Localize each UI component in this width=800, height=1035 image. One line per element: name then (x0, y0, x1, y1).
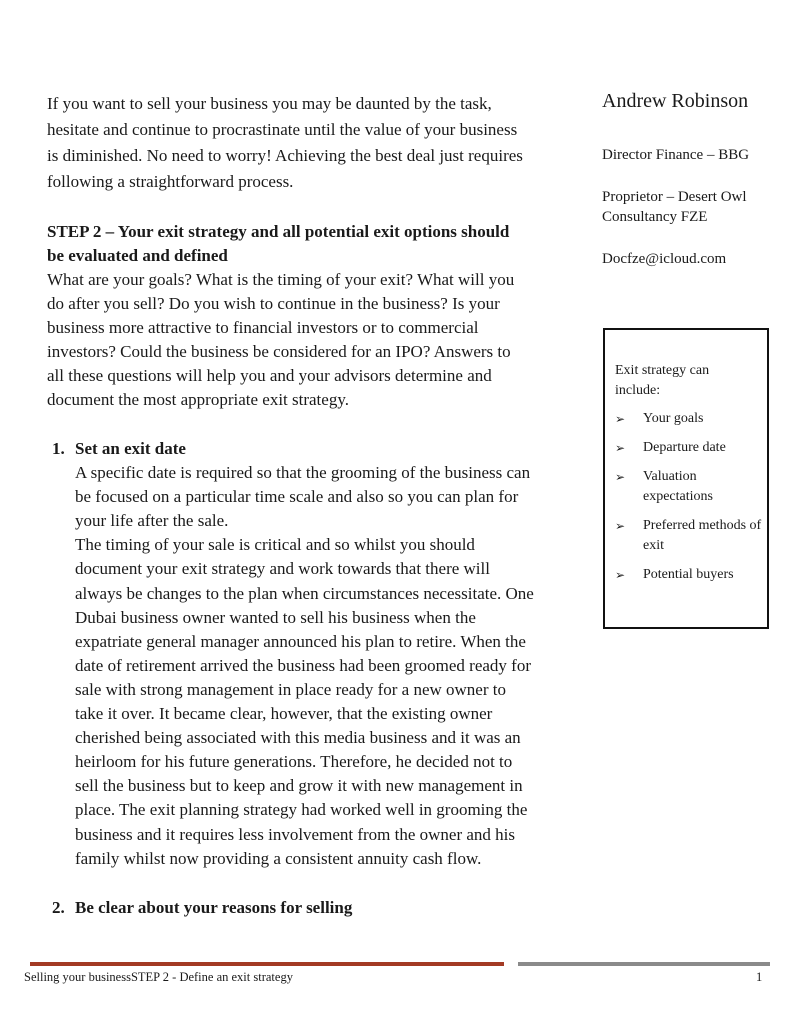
box-list-item-label: Your goals (643, 411, 704, 426)
box-list-item-label: Potential buyers (643, 567, 734, 582)
arrowhead-bullet-icon: ➢ (615, 568, 626, 582)
text-line: Proprietor – Desert Owl (602, 189, 747, 205)
text-line: Dubai business owner wanted to sell his business when the (75, 607, 476, 627)
box-list-item-label: Valuation expectations (643, 469, 713, 504)
text-line: place. The exit planning strategy had worked well in grooming the (75, 800, 528, 820)
text-line: family whilst now providing a consistent annuity cash flow. (75, 848, 482, 868)
author-email[interactable]: Docfze@icloud.com (602, 251, 727, 267)
text-line: A specific date is required so that the grooming of the business can (75, 463, 531, 483)
text-line: Exit strategy can (615, 363, 710, 378)
text-line: cherished being associated with this media business and it was an (75, 728, 521, 748)
author-role: Director Finance – BBG (602, 147, 750, 163)
text-line: sale with strong management in place ready for a new owner to (75, 679, 506, 699)
text-line: be focused on a particular time scale and also so you can plan for (75, 487, 519, 507)
author-proprietor (602, 187, 747, 227)
list-item-reasons (52, 896, 352, 920)
text-line: business and it requires less involvement from the owner and his (75, 824, 516, 844)
intro-paragraph (47, 91, 523, 195)
footer-divider-accent (30, 962, 504, 966)
step-section (47, 220, 514, 412)
box-list-item (615, 565, 767, 585)
text-line: include: (615, 383, 661, 398)
list-number: 1. (52, 439, 65, 458)
step-heading (47, 220, 514, 268)
box-list (615, 409, 767, 594)
text-line: date of retirement arrived the business had been groomed ready for (75, 655, 531, 675)
step-body (47, 268, 514, 412)
text-line: following a straightforward process. (47, 172, 294, 191)
text-line: is diminished. No need to worry! Achieving the best deal just requires (47, 146, 523, 165)
list-item-heading: Set an exit date (75, 439, 186, 458)
text-line: business more attractive to financial investors or to commercial (47, 318, 479, 337)
box-list-item (615, 438, 767, 458)
text-line: sell the business but to keep and grow it with new management in (75, 776, 523, 796)
text-line: always be changes to the plan when circumstances necessitate. One (75, 583, 534, 603)
list-item-heading: Be clear about your reasons for selling (75, 898, 353, 917)
arrowhead-bullet-icon: ➢ (615, 441, 626, 455)
page-number: 1 (756, 970, 763, 984)
text-line: take it over. It became clear, however, that the existing owner (75, 704, 493, 724)
text-line: expatriate general manager announced his plan to retire. When the (75, 631, 526, 651)
text-line: investors? Could the business be considered for an IPO? Answers to (47, 342, 511, 361)
text-line: Consultancy FZE (602, 209, 708, 225)
author-name: Andrew Robinson (602, 90, 749, 112)
text-line: If you want to sell your business you may be daunted by the task, (47, 94, 492, 113)
box-list-item-label: Preferred methods of exit (643, 518, 762, 553)
text-line: hesitate and continue to procrastinate until the value of your business (47, 120, 518, 139)
box-list-item (615, 516, 767, 556)
list-number: 2. (52, 898, 65, 917)
text-line: document your exit strategy and work towards that there will (75, 559, 490, 579)
footer-divider-gray (518, 962, 770, 966)
arrowhead-bullet-icon: ➢ (615, 470, 626, 484)
arrowhead-bullet-icon: ➢ (615, 412, 626, 426)
text-line: heirloom for his future generations. Therefore, he decided not to (75, 752, 513, 772)
footer-title: Selling your businessSTEP 2 - Define an exit strategy (24, 970, 293, 984)
text-line: be evaluated and defined (47, 246, 228, 265)
box-list-item (615, 467, 767, 507)
text-line: all these questions will help you and your advisors determine and (47, 366, 492, 385)
text-line: The timing of your sale is critical and so whilst you should (75, 535, 475, 555)
box-list-item (615, 409, 767, 429)
exit-strategy-box (603, 328, 769, 629)
text-line: document the most appropriate exit strategy. (47, 390, 349, 409)
list-item-body (75, 461, 534, 871)
text-line: do after you sell? Do you wish to continue in the business? Is your (47, 294, 500, 313)
list-item-exit-date (52, 437, 534, 871)
arrowhead-bullet-icon: ➢ (615, 519, 626, 533)
text-line: your life after the sale. (75, 511, 229, 531)
text-line: STEP 2 – Your exit strategy and all potential exit options should (47, 222, 510, 241)
box-list-item-label: Departure date (643, 440, 726, 455)
box-title (615, 361, 709, 401)
text-line: What are your goals? What is the timing of your exit? What will you (47, 270, 515, 289)
